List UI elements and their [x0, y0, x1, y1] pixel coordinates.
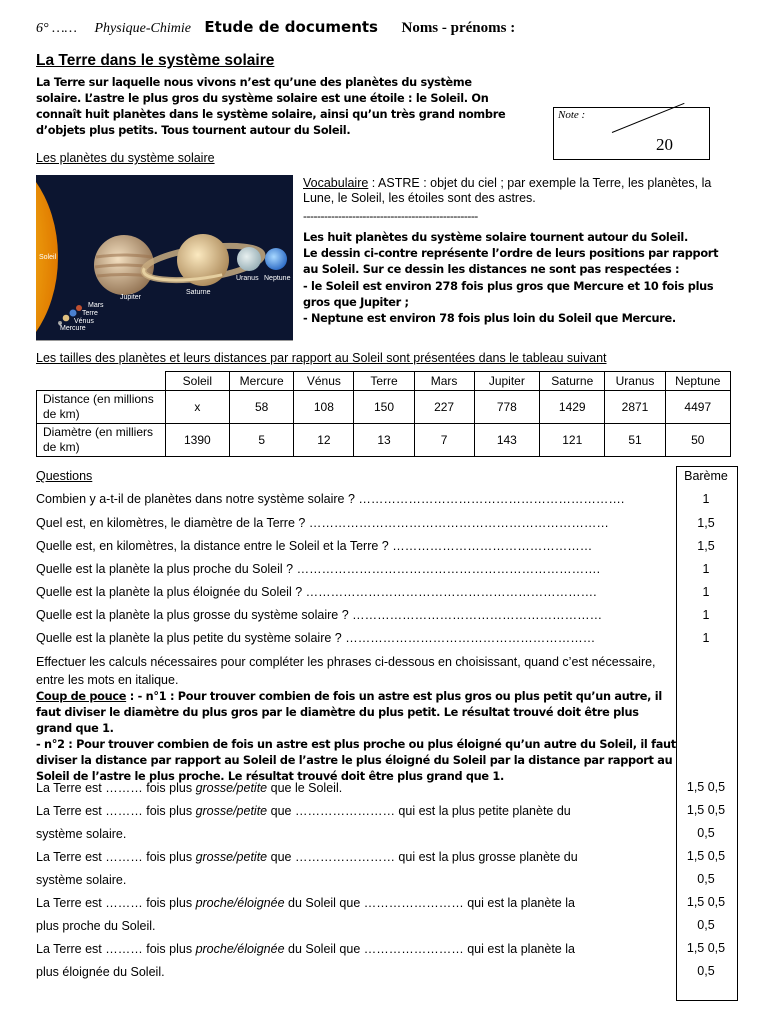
names-label: Noms - prénoms : — [401, 20, 516, 36]
table-header: Mercure — [230, 372, 294, 391]
table-header-row — [37, 372, 731, 391]
table-header: Uranus — [605, 372, 665, 391]
question-6: Quelle est la planète la plus grosse du système solaire ? …………………………………………………… — [36, 608, 603, 622]
sentence-4-continued: plus proche du Soleil. — [36, 919, 156, 933]
hint-text-2: - n°2 : Pour trouver combien de fois un astre est plus proche ou plus éloigné qu’un autre du Soleil, il faut diviser la distance par rapport au Soleil de l’astre le plus éloigné du Soleil par la distance par rapport au Soleil de l’astre le plus proche. Le résultat trouvé doit être plus grand que 1. — [36, 738, 676, 783]
table-cell: x — [165, 391, 229, 424]
question-1: Combien y a-t-il de planètes dans notre système solaire ? ………………………………………………………. — [36, 492, 625, 506]
question-4: Quelle est la planète la plus proche du Soleil ? ………………………………………………………………. — [36, 562, 601, 576]
separator-dashes: -------------------------------------------------- — [303, 209, 478, 223]
table-cell: 778 — [474, 391, 539, 424]
table-row — [37, 391, 731, 424]
bareme-heading: Barème — [684, 469, 728, 483]
question-5: Quelle est la planète la plus éloignée du Soleil ? ……………………………………………………………. — [36, 585, 597, 599]
bareme-value: 0,5 — [697, 872, 715, 886]
question-2: Quel est, en kilomètres, le diamètre de la Terre ? ……………………………………………………………… — [36, 516, 609, 530]
table-cell: 121 — [540, 424, 605, 457]
label-saturne: Saturne — [186, 289, 211, 296]
hint-label: Coup de pouce — [36, 690, 127, 703]
divider — [36, 340, 293, 341]
bareme-value: 1 — [702, 562, 710, 576]
grade-box — [553, 107, 710, 160]
label-mars: Mars — [88, 302, 104, 309]
sentence-5: La Terre est ……… fois plus proche/éloignée du Soleil que …………………… qui est la planète la — [36, 942, 575, 956]
uranus-shape — [237, 247, 261, 271]
table-cell: 51 — [605, 424, 665, 457]
level-label: 6° …… — [36, 21, 77, 36]
sentence-1: La Terre est ……… fois plus grosse/petite que le Soleil. — [36, 781, 343, 795]
table-cell: 150 — [354, 391, 414, 424]
solar-system-illustration — [36, 175, 293, 340]
table-cell: 13 — [354, 424, 414, 457]
label-uranus: Uranus — [236, 275, 259, 282]
table-header: Terre — [354, 372, 414, 391]
label-neptune: Neptune — [264, 275, 291, 282]
vocabulary-text: : ASTRE : objet du ciel ; par exemple la Terre, les planètes, la Lune, le Soleil, les étoiles sont des astres. — [303, 176, 712, 205]
planets-line-4: - Neptune est environ 78 fois plus loin du Soleil que Mercure. — [303, 312, 676, 326]
label-jupiter: Jupiter — [120, 294, 142, 301]
worksheet-header — [36, 18, 515, 37]
calculation-instructions: Effectuer les calculs nécessaires pour compléter les phrases ci-dessous en choisissant, quand c’est nécessaire, entre les mots en italique. — [36, 655, 656, 687]
row-label-diameter: Diamètre (en milliers de km) — [37, 424, 166, 457]
sentence-2: La Terre est ……… fois plus grosse/petite que …………………… qui est la plus petite planète du — [36, 804, 571, 818]
sentence-4: La Terre est ……… fois plus proche/éloignée du Soleil que …………………… qui est la planète la — [36, 896, 575, 910]
bareme-value: 1 — [702, 492, 710, 506]
table-cell: 2871 — [605, 391, 665, 424]
planets-description — [303, 230, 728, 327]
hint-text-1: : - n°1 : Pour trouver combien de fois un astre est plus gros ou plus petit qu’un autre, il faut diviser le diamètre du plus gros par le diamètre du plus petit. Le résultat trouvé doit être plus grand que 1. — [36, 690, 662, 735]
sentence-5-continued: plus éloignée du Soleil. — [36, 965, 165, 979]
planet-data-table — [36, 371, 731, 457]
bareme-value: 1,5 0,5 — [686, 803, 726, 817]
table-header: Jupiter — [474, 372, 539, 391]
table-header: Mars — [414, 372, 474, 391]
table-cell: 227 — [414, 391, 474, 424]
label-terre: Terre — [82, 310, 98, 317]
table-cell: 58 — [230, 391, 294, 424]
table-cell: 108 — [294, 391, 354, 424]
bareme-value: 1,5 — [697, 516, 715, 530]
bareme-value: 0,5 — [697, 918, 715, 932]
row-label-distance: Distance (en millions de km) — [37, 391, 166, 424]
bareme-value: 1 — [702, 608, 710, 622]
section-title-planets: Les planètes du système solaire — [36, 151, 215, 165]
hint-block — [36, 689, 676, 785]
table-title: Les tailles des planètes et leurs distances par rapport au Soleil sont présentées dans le tableau suivant — [36, 351, 607, 365]
table-cell: 5 — [230, 424, 294, 457]
label-mercure: Mercure — [60, 325, 86, 332]
page-title: La Terre dans le système solaire — [36, 52, 275, 69]
intro-text: La Terre sur laquelle nous vivons n’est qu’une des planètes du système solaire. L’astre le plus gros du système solaire est une étoile : le Soleil. On connaît huit planètes dans le système solaire, ainsi qu’un très grand nombre d’objets plus petits. Tous tournent autour du Soleil. — [36, 76, 506, 137]
table-corner — [37, 372, 166, 391]
bareme-value: 1,5 0,5 — [686, 941, 726, 955]
grade-total: 20 — [656, 135, 673, 154]
grade-label: Note : — [558, 109, 586, 121]
table-header: Neptune — [665, 372, 730, 391]
bareme-value: 0,5 — [697, 964, 715, 978]
questions-heading: Questions — [36, 469, 93, 483]
table-cell: 1429 — [540, 391, 605, 424]
activity-label: Etude de documents — [204, 18, 378, 36]
bareme-value: 0,5 — [697, 826, 715, 840]
planets-line-3: - le Soleil est environ 278 fois plus gros que Mercure et 10 fois plus gros que Jupiter ; — [303, 279, 714, 309]
planets-line-2: Le dessin ci-contre représente l’ordre de leurs positions par rapport au Soleil. Sur ce dessin les distances ne sont pas respectées : — [303, 247, 719, 277]
label-soleil: Soleil — [39, 254, 57, 261]
table-cell: 12 — [294, 424, 354, 457]
grade-slash — [612, 103, 685, 133]
table-header: Vénus — [294, 372, 354, 391]
solar-system-image — [36, 175, 293, 340]
vocabulary-note — [303, 176, 723, 206]
sentence-3-continued: système solaire. — [36, 873, 127, 887]
bareme-value: 1,5 — [697, 539, 715, 553]
bareme-value: 1,5 0,5 — [686, 780, 726, 794]
sentence-2-continued: système solaire. — [36, 827, 127, 841]
question-3: Quelle est, en kilomètres, la distance entre le Soleil et la Terre ? ………………………………………… — [36, 539, 593, 553]
table-cell: 143 — [474, 424, 539, 457]
label-venus: Vénus — [74, 318, 94, 325]
table-cell: 50 — [665, 424, 730, 457]
neptune-shape — [265, 248, 287, 270]
table-header: Soleil — [165, 372, 229, 391]
table-cell: 4497 — [665, 391, 730, 424]
bareme-value: 1,5 0,5 — [686, 849, 726, 863]
table-row — [37, 424, 731, 457]
bareme-value: 1 — [702, 631, 710, 645]
vocabulary-label: Vocabulaire — [303, 176, 369, 190]
table-header: Saturne — [540, 372, 605, 391]
question-7: Quelle est la planète la plus petite du système solaire ? …………………………………………………… — [36, 631, 596, 645]
table-cell: 1390 — [165, 424, 229, 457]
bareme-value: 1,5 0,5 — [686, 895, 726, 909]
subject-label: Physique-Chimie — [94, 21, 191, 36]
planets-line-1: Les huit planètes du système solaire tournent autour du Soleil. — [303, 231, 688, 244]
sentence-3: La Terre est ……… fois plus grosse/petite que …………………… qui est la plus grosse planète du — [36, 850, 578, 864]
table-cell: 7 — [414, 424, 474, 457]
venus-shape — [63, 315, 70, 322]
bareme-value: 1 — [702, 585, 710, 599]
earth-shape — [70, 310, 77, 317]
